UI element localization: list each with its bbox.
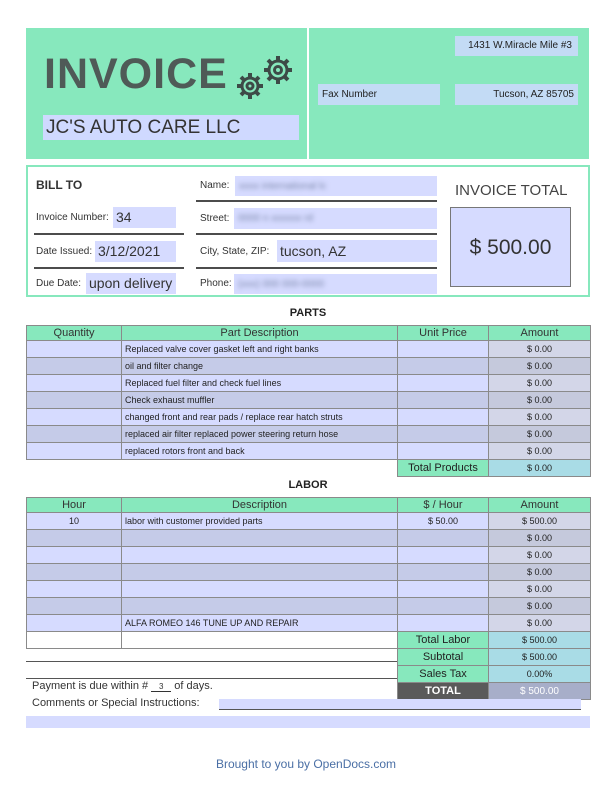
bottom-bar	[26, 716, 590, 728]
divider	[34, 233, 184, 235]
table-row	[27, 358, 591, 375]
gears-icon	[232, 52, 298, 104]
grand-total-value: $ 500.00	[489, 683, 591, 700]
subtotal-label: Subtotal	[398, 649, 489, 666]
parts-desc-cell[interactable]: Check exhaust muffler	[122, 392, 398, 409]
labor-hour-cell[interactable]	[27, 530, 122, 547]
spacer	[122, 649, 398, 666]
parts-price-cell[interactable]	[398, 358, 489, 375]
parts-qty-cell[interactable]	[27, 392, 122, 409]
payment-terms	[32, 680, 213, 692]
labor-amount-cell: $ 0.00	[489, 547, 591, 564]
payment-terms-suffix: of days.	[174, 680, 213, 692]
phone-field[interactable]: (xxx) 000 000-0000	[234, 274, 437, 294]
labor-col-hour: Hour	[27, 498, 122, 513]
total-labor-value: $ 500.00	[489, 632, 591, 649]
due-date-label: Due Date:	[36, 278, 82, 289]
labor-hour-cell[interactable]	[27, 581, 122, 598]
sales-tax-value[interactable]: 0.00%	[489, 666, 591, 683]
date-issued-field[interactable]: 3/12/2021	[95, 241, 176, 262]
labor-rate-cell[interactable]: $ 50.00	[398, 513, 489, 530]
parts-price-cell[interactable]	[398, 341, 489, 358]
divider	[196, 200, 437, 202]
labor-col-description: Description	[122, 498, 398, 513]
labor-hour-cell[interactable]: 10	[27, 513, 122, 530]
divider	[26, 678, 397, 679]
labor-amount-cell: $ 500.00	[489, 513, 591, 530]
parts-table	[26, 325, 591, 477]
parts-col-quantity: Quantity	[27, 326, 122, 341]
labor-total-row	[27, 632, 591, 649]
phone-label: Phone:	[200, 278, 232, 289]
table-row	[27, 581, 591, 598]
parts-col-unit-price: Unit Price	[398, 326, 489, 341]
labor-title: LABOR	[288, 479, 328, 491]
spacer	[27, 460, 122, 477]
address-line-2[interactable]: Tucson, AZ 85705	[455, 84, 578, 105]
labor-amount-cell: $ 0.00	[489, 564, 591, 581]
table-row	[27, 426, 591, 443]
name-label: Name:	[200, 180, 230, 191]
table-row	[27, 547, 591, 564]
labor-rate-cell[interactable]	[398, 598, 489, 615]
comments-label: Comments or Special Instructions:	[32, 697, 200, 709]
spacer	[122, 460, 398, 477]
parts-amount-cell: $ 0.00	[489, 375, 591, 392]
sales-tax-label: Sales Tax	[398, 666, 489, 683]
address-line-1[interactable]: 1431 W.Miracle Mile #3	[455, 36, 578, 56]
invoice-title: INVOICE	[44, 50, 228, 98]
street-label: Street:	[200, 213, 230, 224]
parts-qty-cell[interactable]	[27, 409, 122, 426]
subtotal-row	[27, 649, 591, 666]
name-field[interactable]: xxxx international lc	[235, 176, 437, 196]
grand-total-label: TOTAL	[398, 683, 489, 700]
parts-price-cell[interactable]	[398, 443, 489, 460]
divider	[34, 267, 184, 269]
parts-amount-cell: $ 0.00	[489, 392, 591, 409]
fax-number-field[interactable]: Fax Number	[318, 84, 440, 105]
labor-rate-cell[interactable]	[398, 615, 489, 632]
parts-desc-cell[interactable]: Replaced valve cover gasket left and right banks	[122, 341, 398, 358]
invoice-total-label: INVOICE TOTAL	[455, 182, 568, 199]
company-name[interactable]: JC'S AUTO CARE LLC	[43, 115, 299, 140]
table-row	[27, 564, 591, 581]
parts-title: PARTS	[289, 307, 327, 319]
subtotal-value: $ 500.00	[489, 649, 591, 666]
labor-desc-cell[interactable]: ALFA ROMEO 146 TUNE UP AND REPAIR	[122, 615, 398, 632]
table-row	[27, 409, 591, 426]
labor-hour-cell[interactable]	[27, 547, 122, 564]
divider	[196, 233, 437, 235]
labor-amount-cell: $ 0.00	[489, 615, 591, 632]
labor-col-amount: Amount	[489, 498, 591, 513]
parts-desc-cell[interactable]: Replaced fuel filter and check fuel lines	[122, 375, 398, 392]
total-labor-label: Total Labor	[398, 632, 489, 649]
parts-amount-cell: $ 0.00	[489, 443, 591, 460]
invoice-total-value: $ 500.00	[450, 207, 571, 287]
labor-amount-cell: $ 0.00	[489, 598, 591, 615]
spacer	[27, 632, 122, 649]
parts-amount-cell: $ 0.00	[489, 358, 591, 375]
labor-desc-cell[interactable]	[122, 530, 398, 547]
parts-desc-cell[interactable]: changed front and rear pads / replace rear hatch struts	[122, 409, 398, 426]
parts-qty-cell[interactable]	[27, 358, 122, 375]
labor-rate-cell[interactable]	[398, 581, 489, 598]
invoice-number-label: Invoice Number:	[36, 212, 109, 223]
table-row	[27, 375, 591, 392]
parts-price-cell[interactable]	[398, 409, 489, 426]
total-products-value: $ 0.00	[489, 460, 591, 477]
labor-desc-cell[interactable]: labor with customer provided parts	[122, 513, 398, 530]
labor-hour-cell[interactable]	[27, 564, 122, 581]
table-row	[27, 615, 591, 632]
table-row	[27, 341, 591, 358]
labor-hour-cell[interactable]	[27, 615, 122, 632]
parts-qty-cell[interactable]	[27, 375, 122, 392]
parts-col-description: Part Description	[122, 326, 398, 341]
total-products-label: Total Products	[398, 460, 489, 477]
parts-desc-cell[interactable]: oil and filter change	[122, 358, 398, 375]
city-state-zip-field[interactable]: tucson, AZ	[277, 240, 437, 262]
footer-credit[interactable]: Brought to you by OpenDocs.com	[215, 757, 397, 771]
spacer	[27, 649, 122, 666]
parts-qty-cell[interactable]	[27, 341, 122, 358]
table-row	[27, 443, 591, 460]
labor-rate-cell[interactable]	[398, 564, 489, 581]
labor-col-rate: $ / Hour	[398, 498, 489, 513]
labor-rate-cell[interactable]	[398, 547, 489, 564]
labor-amount-cell: $ 0.00	[489, 581, 591, 598]
labor-desc-cell[interactable]	[122, 564, 398, 581]
parts-price-cell[interactable]	[398, 375, 489, 392]
payment-terms-prefix: Payment is due within #	[32, 680, 149, 692]
street-field[interactable]: 0000 n xxxxxx rd	[234, 208, 437, 229]
payment-days-field[interactable]: 3	[151, 682, 171, 692]
invoice-number-field[interactable]: 34	[113, 207, 176, 228]
spacer	[122, 632, 398, 649]
divider	[196, 267, 437, 269]
labor-hour-cell[interactable]	[27, 598, 122, 615]
divider	[26, 661, 397, 662]
parts-amount-cell: $ 0.00	[489, 341, 591, 358]
parts-qty-cell[interactable]	[27, 426, 122, 443]
parts-qty-cell[interactable]	[27, 443, 122, 460]
labor-amount-cell: $ 0.00	[489, 530, 591, 547]
labor-desc-cell[interactable]	[122, 581, 398, 598]
labor-rate-cell[interactable]	[398, 530, 489, 547]
parts-price-cell[interactable]	[398, 426, 489, 443]
parts-desc-cell[interactable]: replaced air filter replaced power steering return hose	[122, 426, 398, 443]
labor-table	[26, 497, 591, 700]
table-row	[27, 392, 591, 409]
table-row	[27, 530, 591, 547]
due-date-field[interactable]: upon delivery	[86, 273, 176, 294]
parts-amount-cell: $ 0.00	[489, 426, 591, 443]
city-state-zip-label: City, State, ZIP:	[200, 246, 270, 257]
bill-to-heading: BILL TO	[36, 178, 83, 192]
table-row	[27, 513, 591, 530]
date-issued-label: Date Issued:	[36, 246, 93, 257]
parts-total-row	[27, 460, 591, 477]
parts-price-cell[interactable]	[398, 392, 489, 409]
parts-col-amount: Amount	[489, 326, 591, 341]
parts-desc-cell[interactable]: replaced rotors front and back	[122, 443, 398, 460]
table-row	[27, 598, 591, 615]
labor-desc-cell[interactable]	[122, 598, 398, 615]
parts-amount-cell: $ 0.00	[489, 409, 591, 426]
comments-field[interactable]	[219, 699, 581, 710]
labor-desc-cell[interactable]	[122, 547, 398, 564]
